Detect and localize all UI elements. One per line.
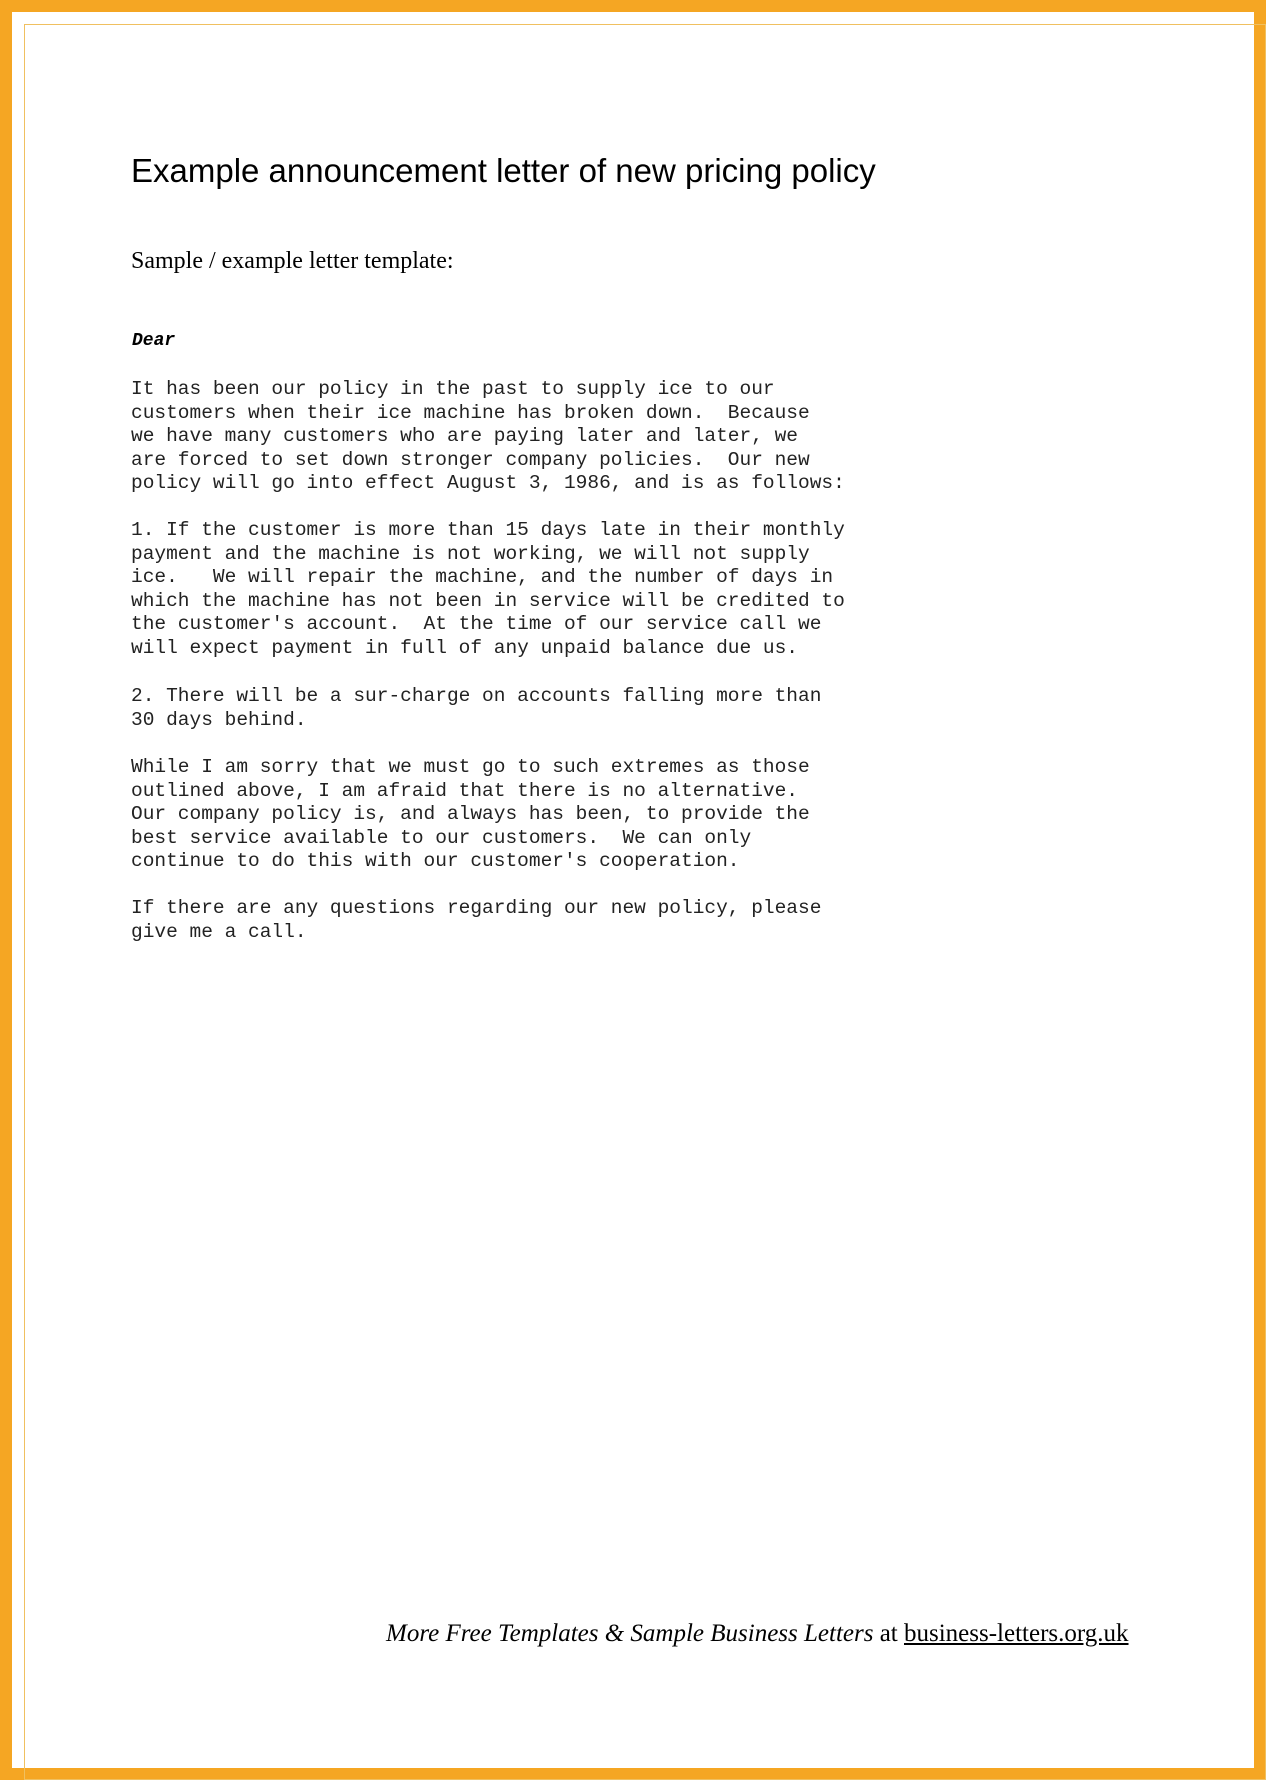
footer-italic-text: More Free Templates & Sample Business Letters	[386, 1620, 874, 1647]
letter-paragraph-closing: If there are any questions regarding our new policy, please give me a call.	[131, 897, 822, 943]
footer-credit	[386, 1620, 1129, 1648]
letter-paragraph-policy-2: 2. There will be a sur-charge on accounts falling more than 30 days behind.	[131, 685, 822, 731]
footer-website-link[interactable]: business-letters.org.uk	[904, 1620, 1129, 1647]
document-title: Example announcement letter of new pricing policy	[131, 152, 876, 189]
footer-connector: at	[873, 1620, 904, 1647]
document-subtitle: Sample / example letter template:	[131, 248, 454, 274]
letter-salutation: Dear	[132, 331, 176, 351]
letter-paragraph-apology: While I am sorry that we must go to such extremes as those outlined above, I am afraid that there is no alternative. Our company policy is, and always has been, to provide the best service available to our customers. We can only continue to do this with our customer's cooperation.	[131, 756, 810, 873]
letter-paragraph-policy-1: 1. If the customer is more than 15 days late in their monthly payment and the machine is not working, we will not supply ice. We will repair the machine, and the number of days in which the machine has not been in service will be credited to the customer's account. At the time of our service call we will expect payment in full of any unpaid balance due us.	[131, 519, 845, 659]
letter-paragraph-intro: It has been our policy in the past to supply ice to our customers when their ice machine has broken down. Because we have many customers who are paying later and later, we are forced to set down stronger company policies. Our new policy will go into effect August 3, 1986, and is as follows:	[131, 378, 845, 495]
